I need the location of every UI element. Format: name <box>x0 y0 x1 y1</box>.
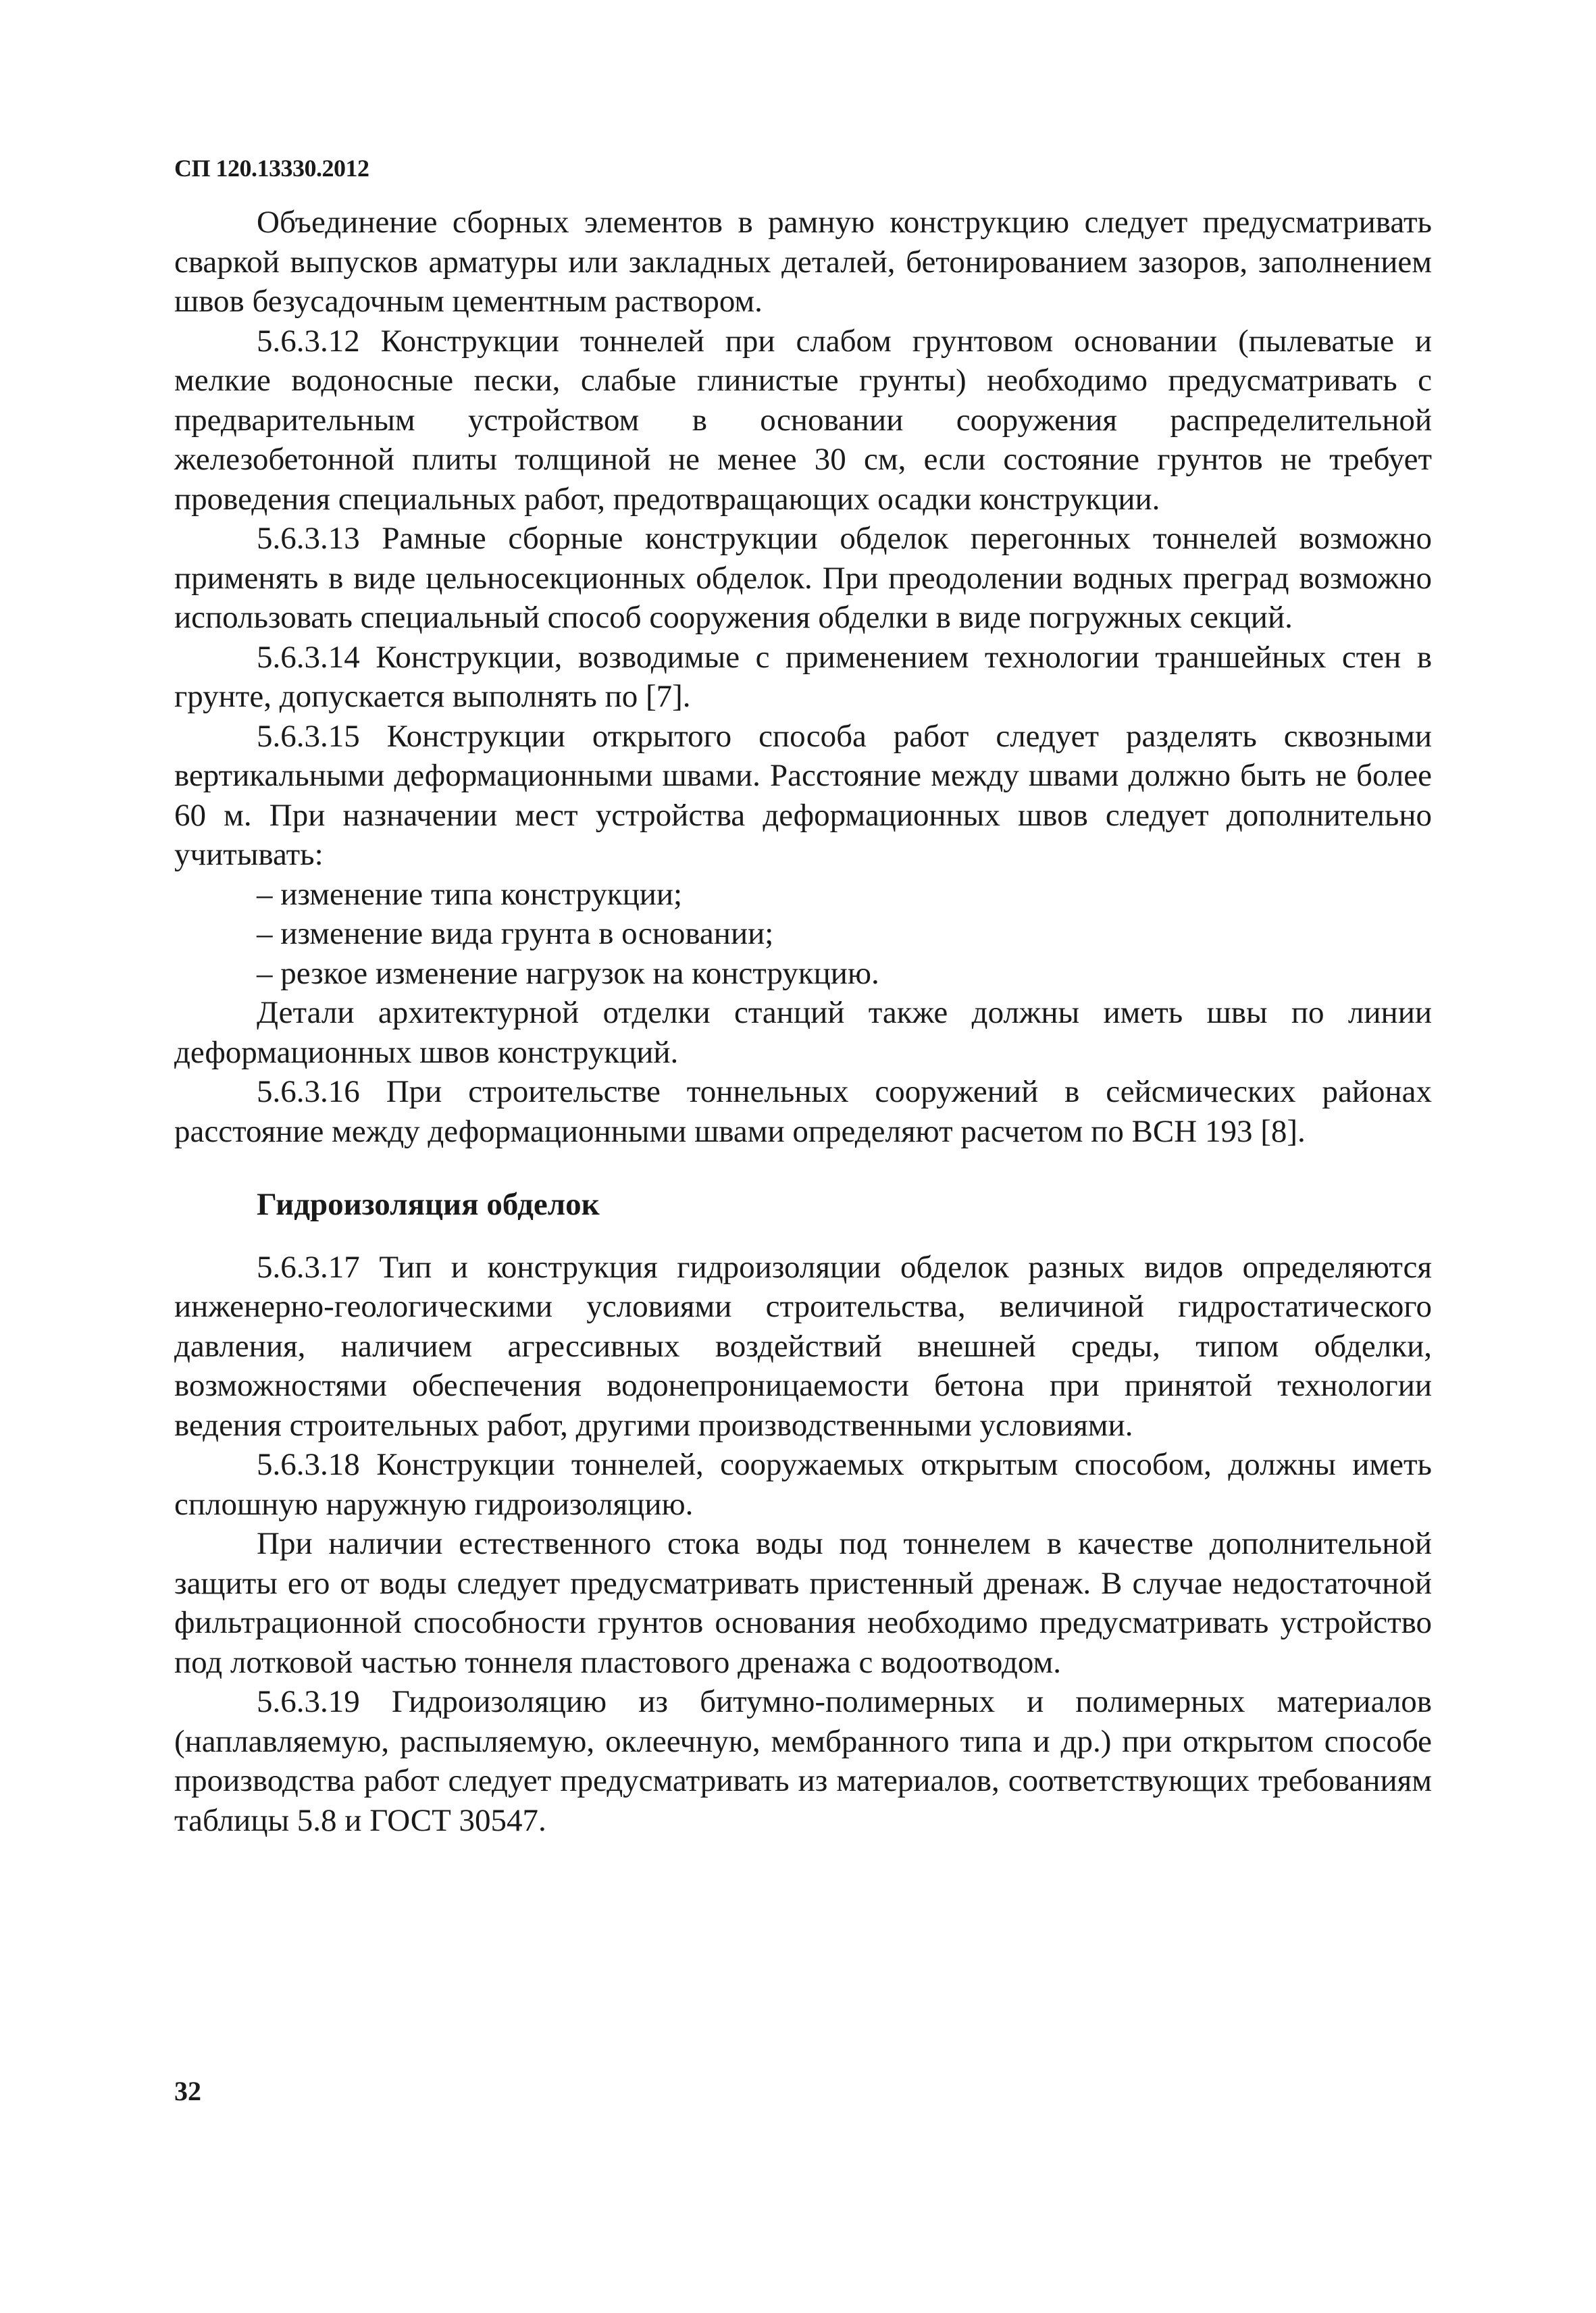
clause-text: При строительстве тоннельных сооружений в сейсмических районах расстояние между деформационными швами определяют расчетом по ВСН 193 [8]. <box>174 1074 1433 1149</box>
section-heading: Гидроизоляция обделок <box>257 1187 600 1222</box>
clause-text: Гидроизоляцию из битумно-полимерных и полимерных материалов (наплавляемую, распыляемую, оклеечную, мембранного типа и др.) при открытом способе производства работ следует предусматривать из материалов, соответствующих требованиям таблицы 5.8 и ГОСТ 30547. <box>174 1684 1432 1838</box>
page-number: 32 <box>174 2076 201 2106</box>
clause-text: Рамные сборные конструкции обделок перегонных тоннелей возможно применять в виде цельносекционных обделок. При преодолении водных преград возможно использовать специальный способ сооружения обделки в виде погружных секций. <box>174 521 1432 635</box>
document-code-header: СП 120.13330.2012 <box>174 155 369 182</box>
paragraph-text: При наличии естественного стока воды под тоннелем в качестве дополнительной защиты его от воды следует предусматривать пристенный дренаж. В случае недостаточной фильтрационной способности грунтов основания необходимо предусматривать устройство под лотковой частью тоннеля пластового дренажа с водоотводом. <box>174 1526 1432 1680</box>
clause-text: Конструкции, возводимые с применением технологии траншейных стен в грунте, допускается выполнять по [7]. <box>174 639 1433 714</box>
clause-number: 5.6.3.19 <box>257 1684 360 1719</box>
paragraph <box>174 1524 1432 1682</box>
clause-number: 5.6.3.14 <box>257 639 360 675</box>
clause-text: Тип и конструкция гидроизоляции обделок разных видов определяются инженерно-геологическими условиями строительства, величиной гидростатического давления, наличием агрессивных воздействий внешней среды, типом обделки, возможностями обеспечения водонепроницаемости бетона при принятой технологии ведения строительных работ, другими производственными условиями. <box>174 1249 1433 1443</box>
clause-number: 5.6.3.17 <box>257 1249 360 1285</box>
clause-number: 5.6.3.16 <box>257 1074 360 1109</box>
paragraph <box>174 203 1432 322</box>
clause-text: Конструкции тоннелей при слабом грунтовом основании (пылеватые и мелкие водоносные пески, слабые глинистые грунты) необходимо предусматривать с предварительным устройством в основании сооружения распределительной железобетонной плиты толщиной не менее 30 см, если состояние грунтов не требует проведения специальных работ, предотвращающих осадки конструкции. <box>174 323 1432 517</box>
paragraph <box>174 993 1432 1072</box>
clause-5-6-3-19 <box>174 1682 1432 1840</box>
clause-number: 5.6.3.12 <box>257 323 360 359</box>
list-item: – изменение типа конструкции; <box>257 876 683 912</box>
list-item: – резкое изменение нагрузок на конструкцию. <box>257 955 879 991</box>
paragraph-text: Детали архитектурной отделки станций также должны иметь швы по линии деформационных швов конструкций. <box>174 995 1432 1070</box>
clause-5-6-3-14 <box>174 638 1432 717</box>
clause-5-6-3-12 <box>174 322 1432 519</box>
page-body <box>174 203 1432 1840</box>
list-item: – изменение вида грунта в основании; <box>257 916 774 951</box>
clause-text: Конструкции открытого способа работ следует разделять сквозными вертикальными деформационными швами. Расстояние между швами должно быть не более 60 м. При назначении мест устройства деформационных швов следует дополнительно учитывать: <box>174 718 1432 872</box>
clause-5-6-3-13 <box>174 519 1432 638</box>
clause-5-6-3-17 <box>174 1248 1432 1446</box>
clause-5-6-3-18 <box>174 1445 1432 1524</box>
clause-number: 5.6.3.13 <box>257 521 360 556</box>
clause-5-6-3-15 <box>174 717 1432 875</box>
clause-text: Конструкции тоннелей, сооружаемых открытым способом, должны иметь сплошную наружную гидроизоляцию. <box>174 1447 1432 1522</box>
clause-number: 5.6.3.18 <box>257 1447 360 1482</box>
paragraph-text: Объединение сборных элементов в рамную конструкцию следует предусматривать сваркой выпусков арматуры или закладных деталей, бетонированием зазоров, заполнением швов безусадочным цементным раствором. <box>174 205 1432 319</box>
clause-number: 5.6.3.15 <box>257 718 360 754</box>
clause-5-6-3-16 <box>174 1072 1432 1151</box>
